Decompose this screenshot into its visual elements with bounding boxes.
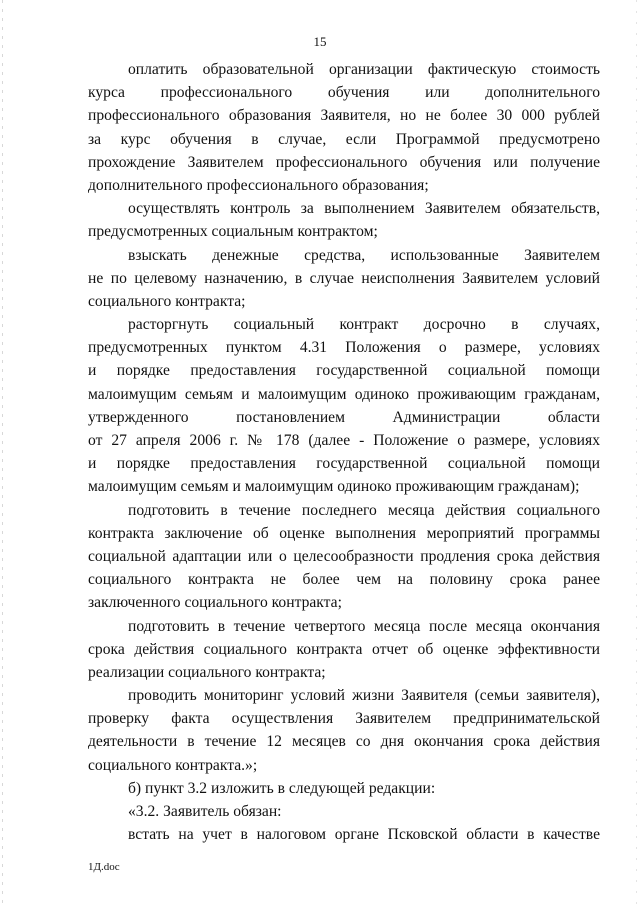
scan-edge-right — [636, 0, 637, 905]
text-line: предусмотренных социальным контрактом; — [88, 223, 378, 241]
text-line: заключенного социального контракта; — [88, 594, 342, 612]
text-line: предусмотренных пунктом 4.31 Положения о размере, условиях — [88, 339, 600, 357]
text-line: социального контракта.»; — [88, 756, 258, 774]
text-line: деятельности в течение 12 месяцев со дня окончания срока действия — [88, 733, 600, 751]
text-line: оплатить образовательной организации фактическую стоимость — [128, 61, 600, 78]
text-line: малоимущим семьям и малоимущим одиноко проживающим гражданам, — [88, 385, 600, 403]
text-line: взыскать денежные средства, использованные Заявителем — [128, 246, 600, 264]
text-line: подготовить в течение последнего месяца действия социального — [128, 501, 600, 519]
text-line: проверку факта осуществления Заявителем предпринимательской — [88, 710, 600, 728]
text-line: контракта заключение об оценке выполнения мероприятий программы — [88, 524, 600, 542]
scan-edge-left — [2, 0, 3, 905]
text-line: профессионального образования Заявителя, но не более 30 000 рублей — [88, 107, 600, 125]
text-line: прохождение Заявителем профессионального обучения или получение — [88, 153, 600, 171]
footer-filename: 1Д.doc — [88, 861, 120, 873]
text-line: утвержденного постановлением Администрации области — [88, 408, 600, 426]
text-line: срока действия социального контракта отчет об оценке эффективности — [88, 640, 600, 658]
text-line: проводить мониторинг условий жизни Заявителя (семьи заявителя), — [128, 687, 600, 705]
page-number: 15 — [313, 34, 327, 49]
text-line: осуществлять контроль за выполнением Заявителем обязательств, — [128, 200, 600, 218]
text-line: малоимущим семьям и малоимущим одиноко проживающим гражданам); — [88, 478, 580, 496]
text-line: за курс обучения в случае, если Программой предусмотрено — [88, 130, 600, 148]
text-line: и порядке предоставления государственной социальной помощи — [88, 455, 600, 473]
text-line: курса профессионального обучения или дополнительного — [88, 84, 600, 102]
text-line: социального контракта; — [88, 292, 246, 310]
text-line: «3.2. Заявитель обязан: — [128, 803, 282, 820]
text-line: социального контракта не более чем на половину срока ранее — [88, 571, 600, 589]
text-line: не по целевому назначению, в случае неисполнения Заявителем условий — [88, 269, 600, 287]
text-line: и порядке предоставления государственной социальной помощи — [88, 362, 600, 380]
text-line: подготовить в течение четвертого месяца после месяца окончания — [128, 617, 600, 635]
text-line: встать на учет в налоговом органе Псковской области в качестве — [128, 826, 600, 844]
text-line: б) пункт 3.2 изложить в следующей редакции: — [128, 779, 436, 797]
text-line: дополнительного профессионального образования; — [88, 176, 429, 194]
text-line: реализации социального контракта; — [88, 663, 326, 681]
text-line: от 27 апреля 2006 г. № 178 (далее - Положение о размере, условиях — [88, 432, 600, 449]
document-body — [88, 58, 600, 846]
text-line: расторгнуть социальный контракт досрочно в случаях, — [128, 316, 600, 334]
text-line: социальной адаптации или о целесообразности продления срока действия — [88, 547, 600, 565]
